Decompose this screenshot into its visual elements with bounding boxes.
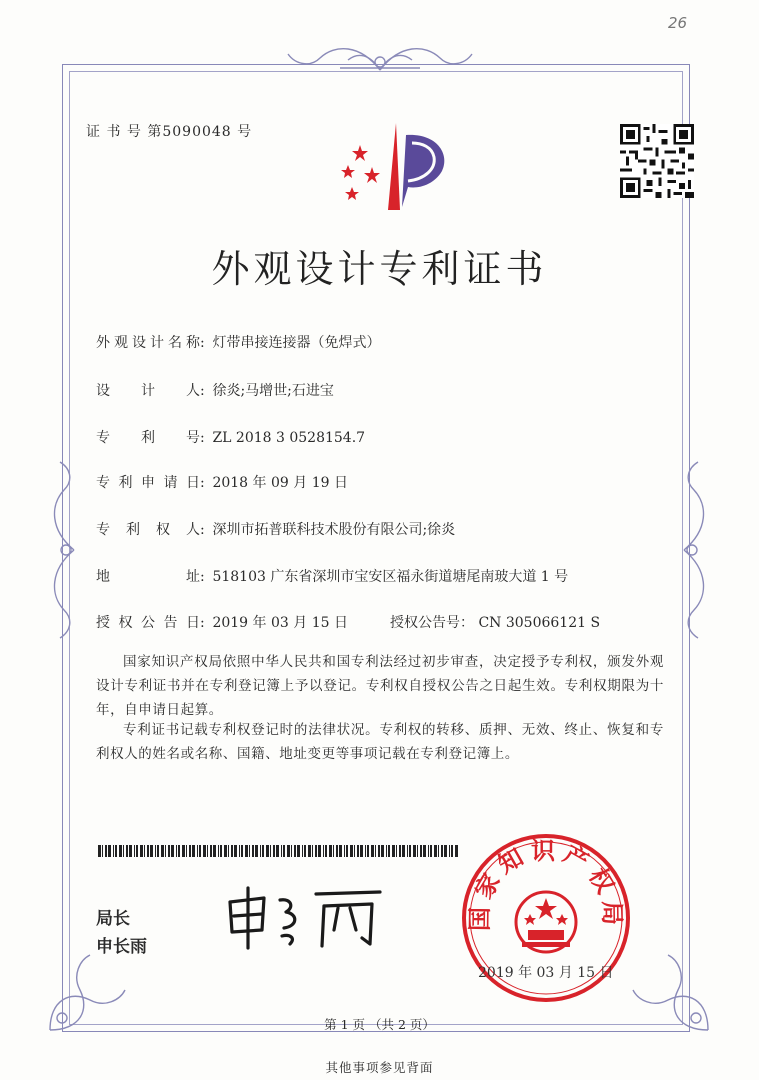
barcode-icon <box>98 845 458 857</box>
address-value: 518103 广东省深圳市宝安区福永街道塘尾南玻大道 1 号 <box>212 569 569 585</box>
signatory-title: 局长 <box>96 909 130 929</box>
grant-number-label: 授权公告号 <box>390 615 460 631</box>
legal-status-paragraph: 专利证书记载专利权登记时的法律状况。专利权的转移、质押、无效、终止、恢复和专利权人的姓名或名称、国籍、地址变更等事项记载在专利登记簿上。 <box>96 722 664 762</box>
qr-code-icon <box>620 124 694 198</box>
designers-value: 徐炎;马增世;石进宝 <box>212 383 334 399</box>
page-number: 第 1 页 （共 2 页） <box>324 1017 435 1032</box>
seal-text: 国家知识产权局 <box>465 836 627 932</box>
grant-date-value: 2019 年 03 月 15 日 <box>212 615 348 631</box>
filing-date-row: 专利申请日: 2018 年 09 月 19 日 <box>96 472 348 492</box>
grant-statement-paragraph: 国家知识产权局依照中华人民共和国专利法经过初步审查，决定授予专利权，颁发外观设计专利证书并在专利登记簿上予以登记。专利权自授权公告之日起生效。专利权期限为十年，自申请日起算。 <box>96 654 664 718</box>
cnipa-logo-icon <box>330 115 460 220</box>
patentee-row: 专利权人: 深圳市拓普联科技术股份有限公司;徐炎 <box>96 519 455 539</box>
filing-date-label: 专利申请日 <box>96 475 200 491</box>
top-ornament <box>280 40 480 74</box>
left-ornament <box>46 460 80 640</box>
filing-date-value: 2018 年 09 月 19 日 <box>212 475 348 491</box>
certificate-number: 证 书 号 第5090048 号 <box>86 124 253 140</box>
patent-number-label: 专利号 <box>96 430 200 446</box>
handwritten-page-note: 26 <box>668 14 688 32</box>
design-name-value: 灯带串接连接器（免焊式） <box>212 335 381 351</box>
grant-number-row: 授权公告号： CN 305066121 S <box>390 615 601 631</box>
address-label: 地址 <box>96 569 200 585</box>
handwritten-signature <box>220 880 390 950</box>
patent-number-value: ZL 2018 3 0528154.7 <box>212 430 366 446</box>
grant-date-row: 授权公告日: 2019 年 03 月 15 日 <box>96 612 348 632</box>
address-row: 地址: 518103 广东省深圳市宝安区福永街道塘尾南玻大道 1 号 <box>96 566 568 586</box>
patentee-value: 深圳市拓普联科技术股份有限公司;徐炎 <box>212 522 456 538</box>
designers-row: 设计人: 徐炎;马增世;石进宝 <box>96 380 334 400</box>
svg-text:国家知识产权局 <box>466 837 626 931</box>
certificate-title: 外观设计专利证书 <box>211 247 548 291</box>
design-name-label: 外观设计名称 <box>96 335 200 351</box>
grant-date-label: 授权公告日 <box>96 615 200 631</box>
signatory-name: 申长雨 <box>96 937 147 957</box>
design-name-row: 外观设计名称: 灯带串接连接器（免焊式） <box>96 332 380 352</box>
right-ornament <box>678 460 712 640</box>
patentee-label: 专利权人 <box>96 522 200 538</box>
seal-date: 2019 年 03 月 15 日 <box>478 965 614 981</box>
designers-label: 设计人 <box>96 383 200 399</box>
footer-note: 其他事项参见背面 <box>325 1060 434 1075</box>
patent-number-row: 专利号: ZL 2018 3 0528154.7 <box>96 427 365 447</box>
grant-number-value: CN 305066121 S <box>478 615 601 631</box>
